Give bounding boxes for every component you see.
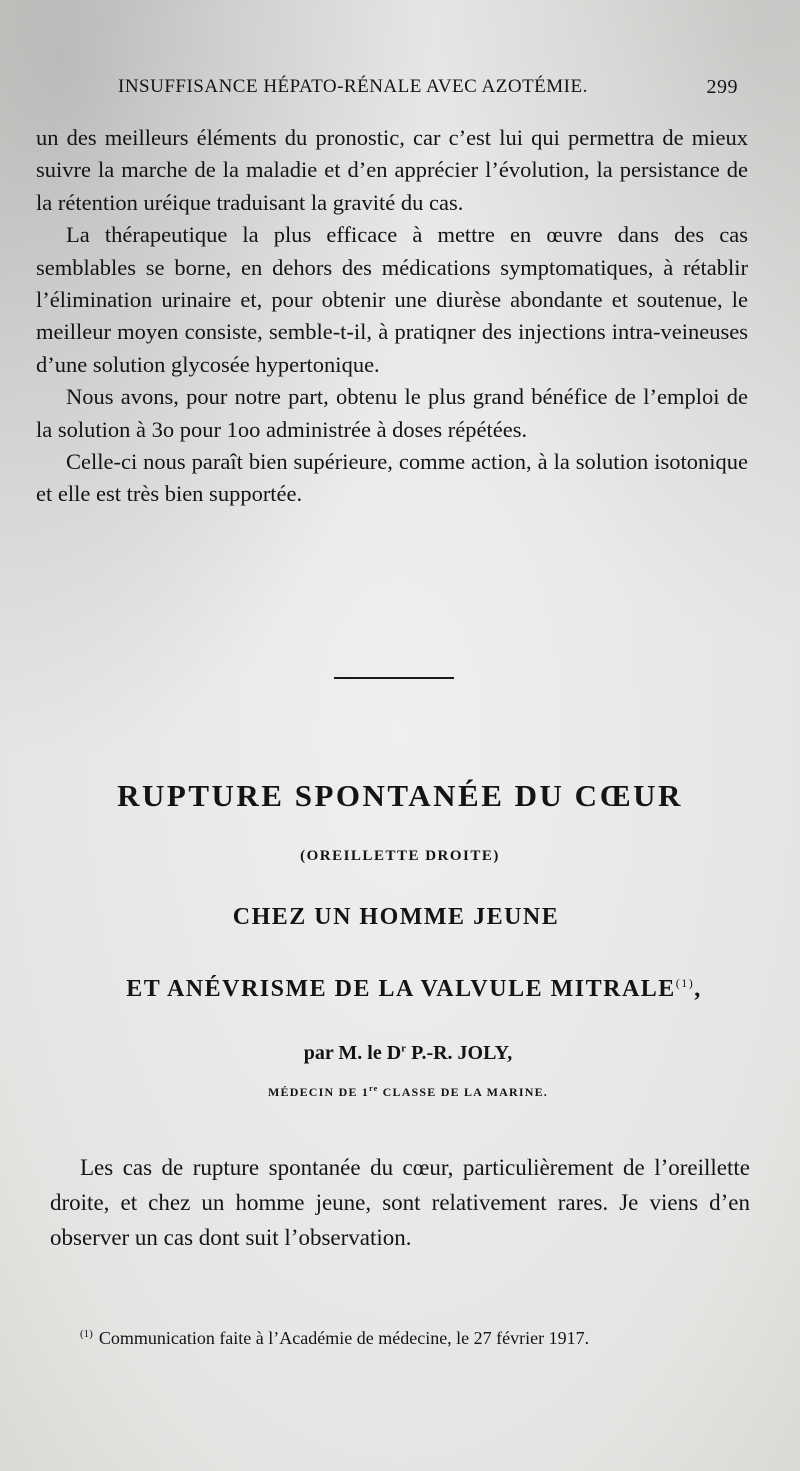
page-number: 299	[706, 76, 738, 98]
affiliation-prefix: MÉDECIN DE 1	[267, 1085, 370, 1099]
article-intro	[50, 1150, 750, 1255]
article-title-line-3	[14, 976, 800, 1003]
footnote-reference: (1)	[675, 976, 695, 990]
article-title-line-2: CHEZ UN HOMME JEUNE	[232, 904, 560, 930]
author-affiliation	[0, 1084, 800, 1100]
article-title-line-3-text: ET ANÉVRISME DE LA VALVULE MITRALE	[126, 976, 676, 1002]
author-superscript: r	[401, 1042, 407, 1055]
continued-text	[36, 122, 748, 511]
paragraph: La thérapeutique la plus efficace à mettre en œuvre dans des cas semblables se borne, en dehors des médications symptomatiques, à rétablir l’élimination urinaire et, pour obtenir une diurèse abondante et soutenue, le meilleur moyen consiste, semble-t-il, à pratiqner des injections intra-veineuses d’une solution glycosée hypertonique.	[36, 222, 748, 377]
title-comma: ,	[694, 976, 702, 1002]
affiliation-suffix: CLASSE DE LA MARINE.	[378, 1085, 548, 1099]
author-prefix: par M. le D	[303, 1042, 402, 1064]
section-divider	[334, 677, 454, 679]
paragraph: Nous avons, pour notre part, obtenu le plus grand bénéfice de l’emploi de la solution à 3o pour 1oo administrée à doses répétées.	[36, 384, 748, 442]
paragraph: un des meilleurs éléments du pronostic, car c’est lui qui permettra de mieux suivre la marche de la maladie et d’en apprécier l’évolution, la persistance de la rétention uréique traduisant la gravité du cas.	[36, 125, 748, 215]
footnote-text: Communication faite à l’Académie de médecine, le 27 février 1917.	[98, 1328, 590, 1348]
running-head-title: INSUFFISANCE HÉPATO-RÉNALE AVEC AZOTÉMIE.	[118, 76, 588, 97]
footnote	[80, 1328, 760, 1349]
article-subtitle: (OREILLETTE DROITE)	[300, 848, 500, 864]
author-name: P.-R. JOLY,	[406, 1042, 513, 1064]
article-title: RUPTURE SPONTANÉE DU CŒUR	[117, 778, 683, 813]
paragraph: Les cas de rupture spontanée du cœur, particulièrement de l’oreillette droite, et chez un homme jeune, sont relativement rares. Je viens d’en observer un cas dont suit l’observation.	[50, 1155, 750, 1250]
author-line	[0, 1042, 800, 1065]
affiliation-superscript: re	[369, 1084, 379, 1093]
footnote-number: (1)	[80, 1328, 93, 1340]
paragraph: Celle-ci nous paraît bien supérieure, comme action, à la solution isotonique et elle est très bien supportée.	[36, 449, 748, 507]
